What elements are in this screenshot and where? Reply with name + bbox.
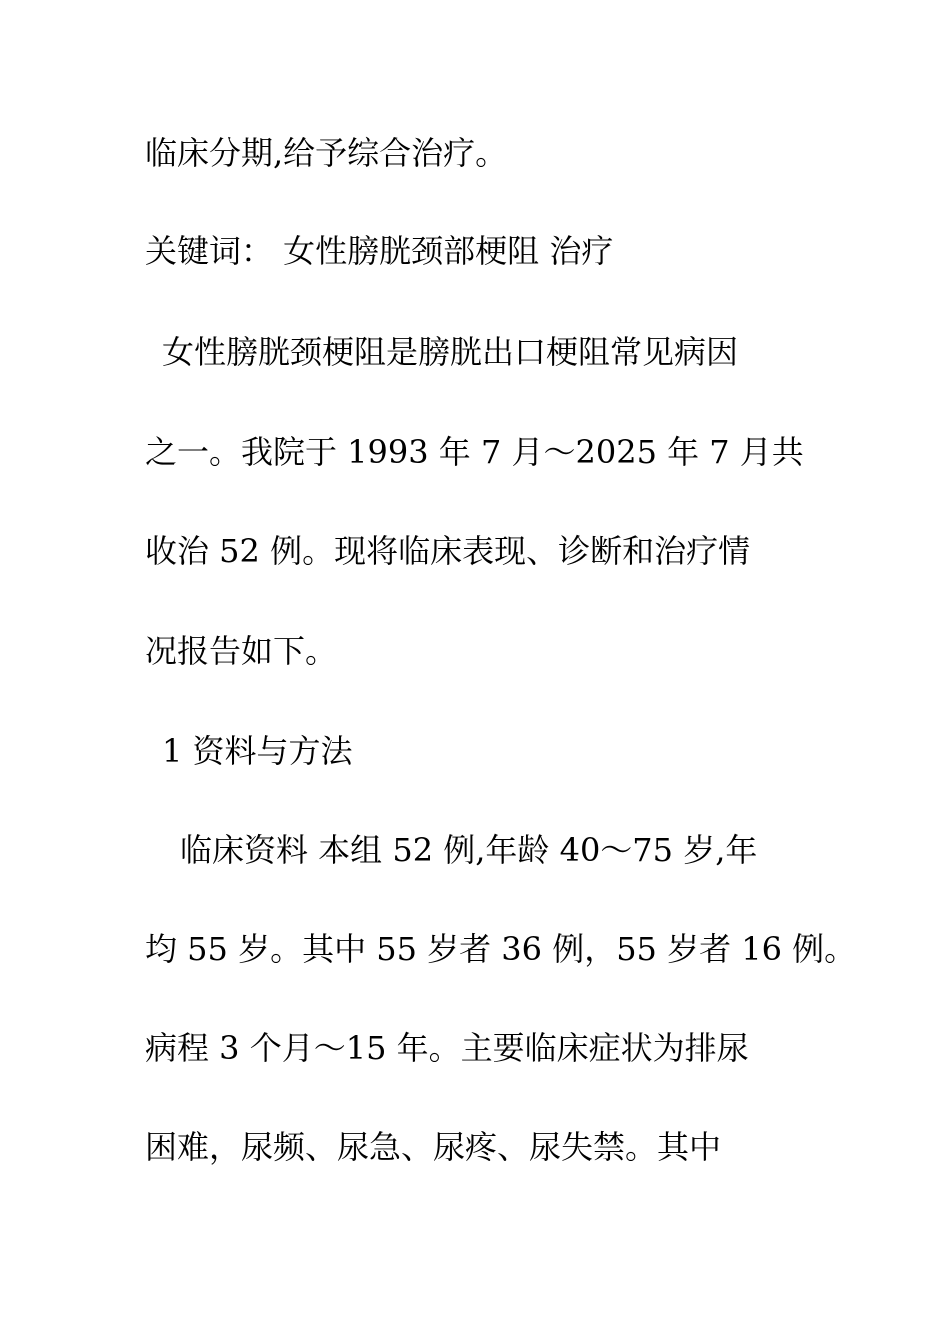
text-line-8: 临床资料 本组 52 例,年龄 40～75 岁,年 — [180, 831, 758, 869]
keywords-line: 关键词： 女性膀胱颈部梗阻 治疗 — [145, 232, 614, 270]
text-line-10: 病程 3 个月～15 年。主要临床症状为排尿 — [145, 1029, 749, 1067]
text-line-4: 之一。我院于 1993 年 7 月～2025 年 7 月共 — [145, 433, 804, 471]
text-line-11: 困难，尿频、尿急、尿疼、尿失禁。其中 — [145, 1128, 722, 1166]
text-line-1: 临床分期,给予综合治疗。 — [145, 134, 508, 172]
text-line-3: 女性膀胱颈梗阻是膀胱出口梗阻常见病因 — [162, 333, 739, 371]
text-line-9: 均 55 岁。其中 55 岁者 36 例，55 岁者 16 例。 — [145, 930, 857, 968]
text-line-6: 况报告如下。 — [145, 632, 338, 670]
text-line-5: 收治 52 例。现将临床表现、诊断和治疗情 — [145, 532, 751, 570]
section-heading: 1 资料与方法 — [162, 732, 353, 770]
